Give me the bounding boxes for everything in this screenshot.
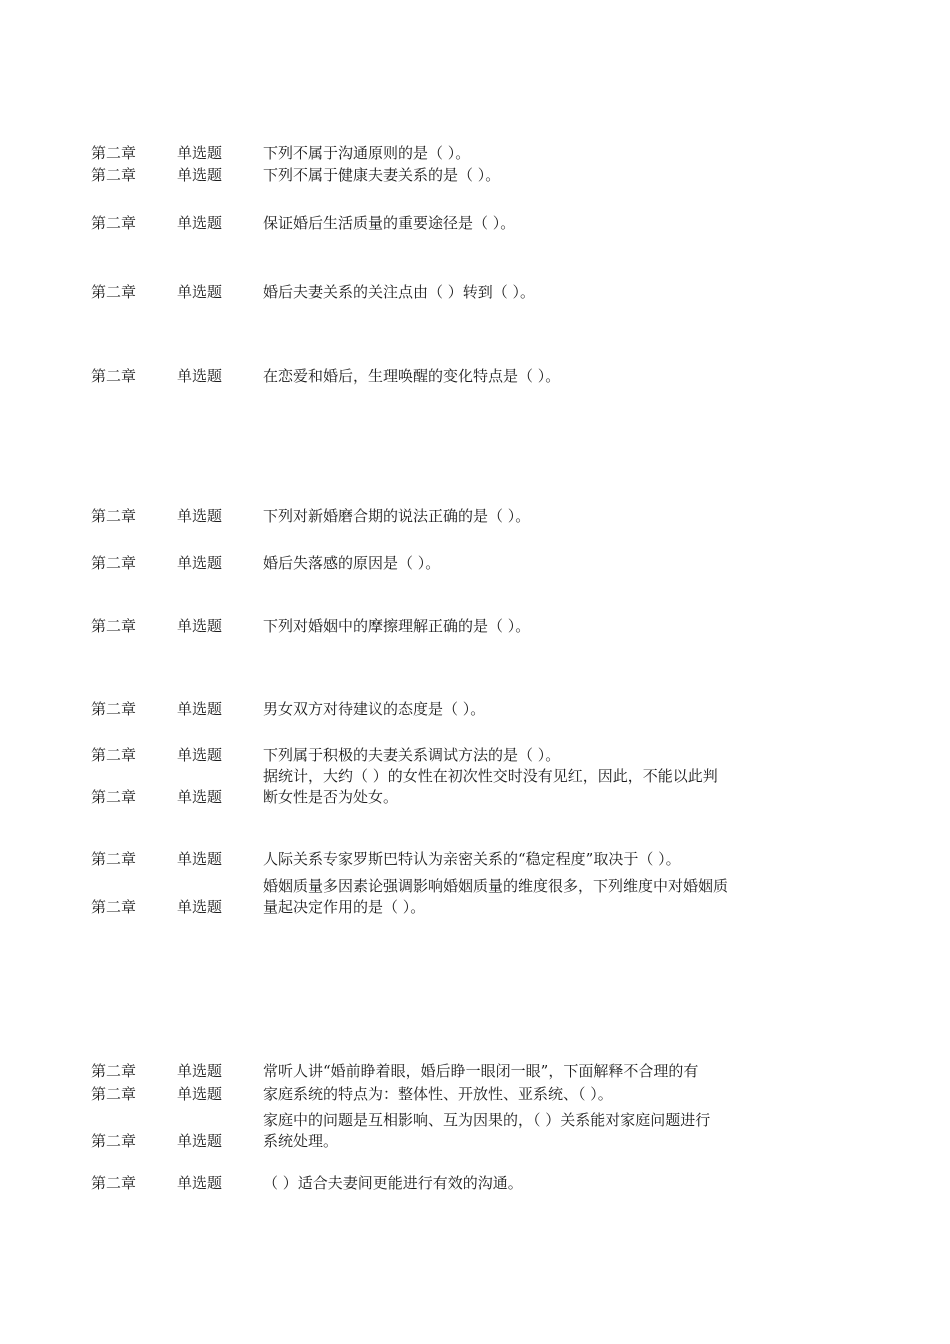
question-text-cell: 婚后夫妻关系的关注点由（ ）转到（ ）。 — [263, 283, 536, 301]
question-type-cell: 单选题 — [177, 898, 223, 916]
question-type-cell: 单选题 — [177, 746, 223, 764]
question-type-cell: 单选题 — [177, 1062, 223, 1080]
question-type-cell: 单选题 — [177, 283, 223, 301]
question-text-cell: 在恋爱和婚后，生理唤醒的变化特点是（ ）。 — [263, 367, 561, 385]
chapter-cell: 第二章 — [91, 283, 137, 301]
chapter-cell: 第二章 — [91, 367, 137, 385]
question-type-cell: 单选题 — [177, 214, 223, 232]
question-text-cell: 保证婚后生活质量的重要途径是（ ）。 — [263, 214, 516, 232]
chapter-cell: 第二章 — [91, 1085, 137, 1103]
question-text-cell: 下列不属于沟通原则的是（ ）。 — [263, 144, 471, 162]
question-text-cell: 常听人讲“婚前睁着眼，婚后睁一眼闭一眼”，下面解释不合理的有 — [263, 1062, 699, 1080]
question-text-cell: 下列不属于健康夫妻关系的是（ ）。 — [263, 166, 501, 184]
chapter-cell: 第二章 — [91, 700, 137, 718]
chapter-cell: 第二章 — [91, 144, 137, 162]
question-type-cell: 单选题 — [177, 617, 223, 635]
question-text-cell: 家庭系统的特点为：整体性、开放性、亚系统、（ ）。 — [263, 1085, 613, 1103]
question-text-cell: 婚后失落感的原因是（ ）。 — [263, 554, 441, 572]
question-type-cell: 单选题 — [177, 1174, 223, 1192]
question-type-cell: 单选题 — [177, 1085, 223, 1103]
question-text-cell: 婚姻质量多因素论强调影响婚姻质量的维度很多，下列维度中对婚姻质 量起决定作用的是（ ）。 — [263, 877, 729, 916]
question-type-cell: 单选题 — [177, 850, 223, 868]
question-text-cell: 家庭中的问题是互相影响、互为因果的，（ ）关系能对家庭问题进行 系统处理。 — [263, 1111, 711, 1150]
question-type-cell: 单选题 — [177, 507, 223, 525]
chapter-cell: 第二章 — [91, 788, 137, 806]
question-text-cell: 人际关系专家罗斯巴特认为亲密关系的“稳定程度”取决于（ ）。 — [263, 850, 681, 868]
chapter-cell: 第二章 — [91, 617, 137, 635]
question-text-cell: （ ）适合夫妻间更能进行有效的沟通。 — [263, 1174, 523, 1192]
question-text-cell: 据统计，大约（ ）的女性在初次性交时没有见红，因此，不能以此判 断女性是否为处女。 — [263, 767, 718, 806]
chapter-cell: 第二章 — [91, 898, 137, 916]
chapter-cell: 第二章 — [91, 507, 137, 525]
chapter-cell: 第二章 — [91, 166, 137, 184]
chapter-cell: 第二章 — [91, 850, 137, 868]
question-type-cell: 单选题 — [177, 554, 223, 572]
question-text-cell: 下列对新婚磨合期的说法正确的是（ ）。 — [263, 507, 531, 525]
question-type-cell: 单选题 — [177, 788, 223, 806]
question-text-cell: 下列属于积极的夫妻关系调试方法的是（ ）。 — [263, 746, 561, 764]
chapter-cell: 第二章 — [91, 746, 137, 764]
question-text-cell: 男女双方对待建议的态度是（ ）。 — [263, 700, 486, 718]
chapter-cell: 第二章 — [91, 554, 137, 572]
question-type-cell: 单选题 — [177, 166, 223, 184]
question-type-cell: 单选题 — [177, 1132, 223, 1150]
chapter-cell: 第二章 — [91, 214, 137, 232]
chapter-cell: 第二章 — [91, 1174, 137, 1192]
chapter-cell: 第二章 — [91, 1132, 137, 1150]
chapter-cell: 第二章 — [91, 1062, 137, 1080]
question-type-cell: 单选题 — [177, 700, 223, 718]
question-type-cell: 单选题 — [177, 367, 223, 385]
question-text-cell: 下列对婚姻中的摩擦理解正确的是（ ）。 — [263, 617, 531, 635]
question-type-cell: 单选题 — [177, 144, 223, 162]
